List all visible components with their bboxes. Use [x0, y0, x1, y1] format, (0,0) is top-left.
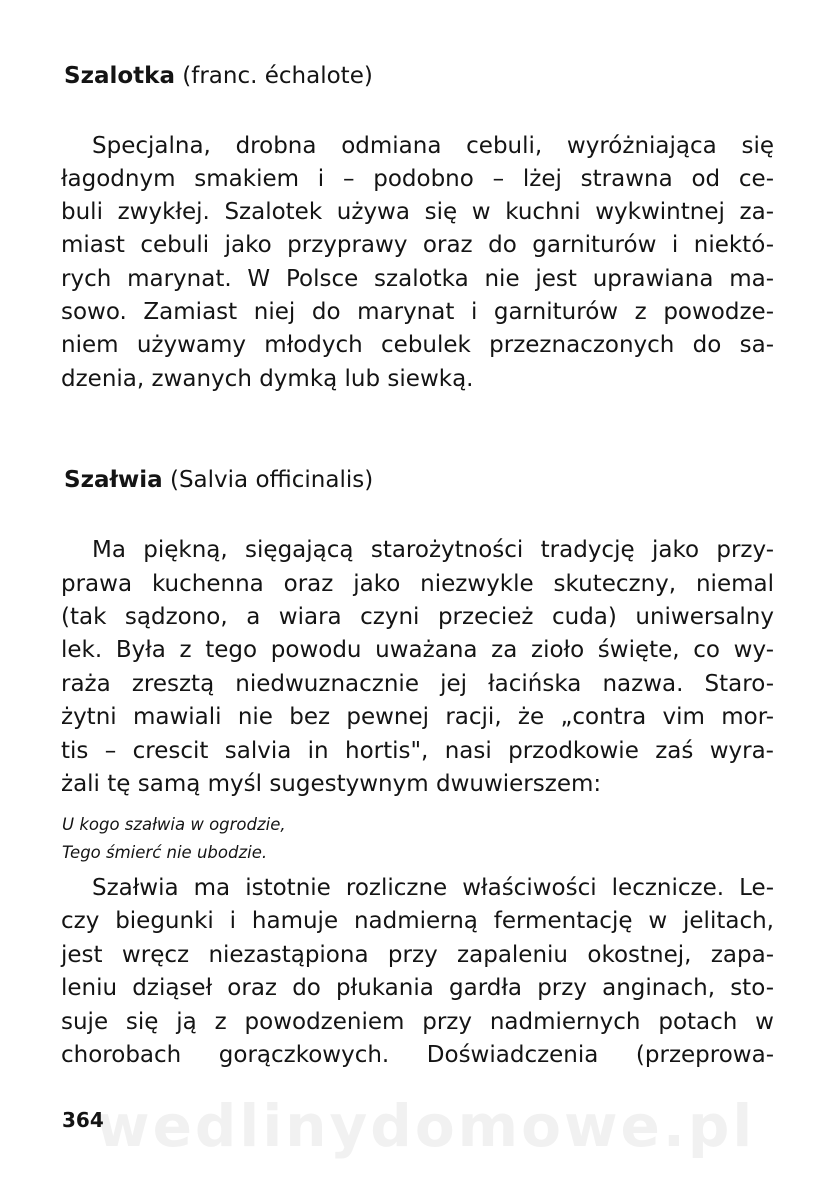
heading-term: Szałwia [64, 467, 163, 493]
text-line: dzenia, zwanych dymką lub siewką. [61, 366, 474, 392]
text-line: jest wręcz niezastąpiona przy zapaleniu okostnej, zapa- [61, 942, 774, 968]
text-line: suje się ją z powodzeniem przy nadmiernych potach w [61, 1009, 774, 1035]
text-line: żytni mawiali nie bez pewnej racji, że „contra vim mor- [61, 704, 774, 730]
text-line: raża zresztą niedwuznacznie jej łacińska nazwa. Staro- [61, 671, 774, 697]
text-line: Szałwia ma istotnie rozliczne właściwości lecznicze. Le- [92, 875, 774, 901]
heading-term: Szalotka [64, 63, 175, 89]
heading-note: (Salvia officinalis) [169, 467, 374, 493]
text-line: tis – crescit salvia in hortis", nasi przodkowie zaś wyra- [61, 738, 774, 764]
text-line: żali tę samą myśl sugestywnym dwuwierszem: [61, 771, 602, 797]
text-line: czy biegunki i hamuje nadmierną fermentację w jelitach, [61, 908, 774, 934]
text-line: leniu dziąseł oraz do płukania gardła przy anginach, sto- [61, 975, 774, 1001]
text-line: sowo. Zamiast niej do marynat i garniturów z powodze- [61, 299, 774, 325]
text-line: (tak sądzono, a wiara czyni przecież cuda) uniwersalny [61, 604, 774, 630]
text-line: rych marynat. W Polsce szalotka nie jest uprawiana ma- [61, 266, 774, 292]
text-line: łagodnym smakiem i – podobno – lżej strawna od ce- [61, 166, 774, 192]
heading-note: (franc. échalote) [182, 63, 373, 89]
section-heading-szalwia [64, 467, 373, 493]
text-line: chorobach gorączkowych. Doświadczenia (przeprowa- [61, 1042, 774, 1068]
section-heading-szalotka [64, 63, 373, 89]
text-line: buli zwykłej. Szalotek używa się w kuchni wykwintnej za- [61, 199, 774, 225]
text-line: prawa kuchenna oraz jako niezwykle skuteczny, niemal [61, 571, 774, 597]
verse-line: U kogo szałwia w ogrodzie, [62, 815, 286, 834]
text-line: niem używamy młodych cebulek przeznaczonych do sa- [61, 332, 774, 358]
verse-line: Tego śmierć nie ubodzie. [62, 843, 268, 862]
text-line: lek. Była z tego powodu uważana za zioło święte, co wy- [61, 637, 774, 663]
text-line: Ma piękną, sięgającą starożytności tradycję jako przy- [92, 537, 774, 563]
page-number: 364 [62, 1108, 104, 1132]
text-line: Specjalna, drobna odmiana cebuli, wyróżniająca się [92, 133, 774, 159]
watermark: wedlinydomowe.pl [96, 1092, 756, 1160]
text-line: miast cebuli jako przyprawy oraz do garniturów i niektó- [61, 232, 774, 258]
